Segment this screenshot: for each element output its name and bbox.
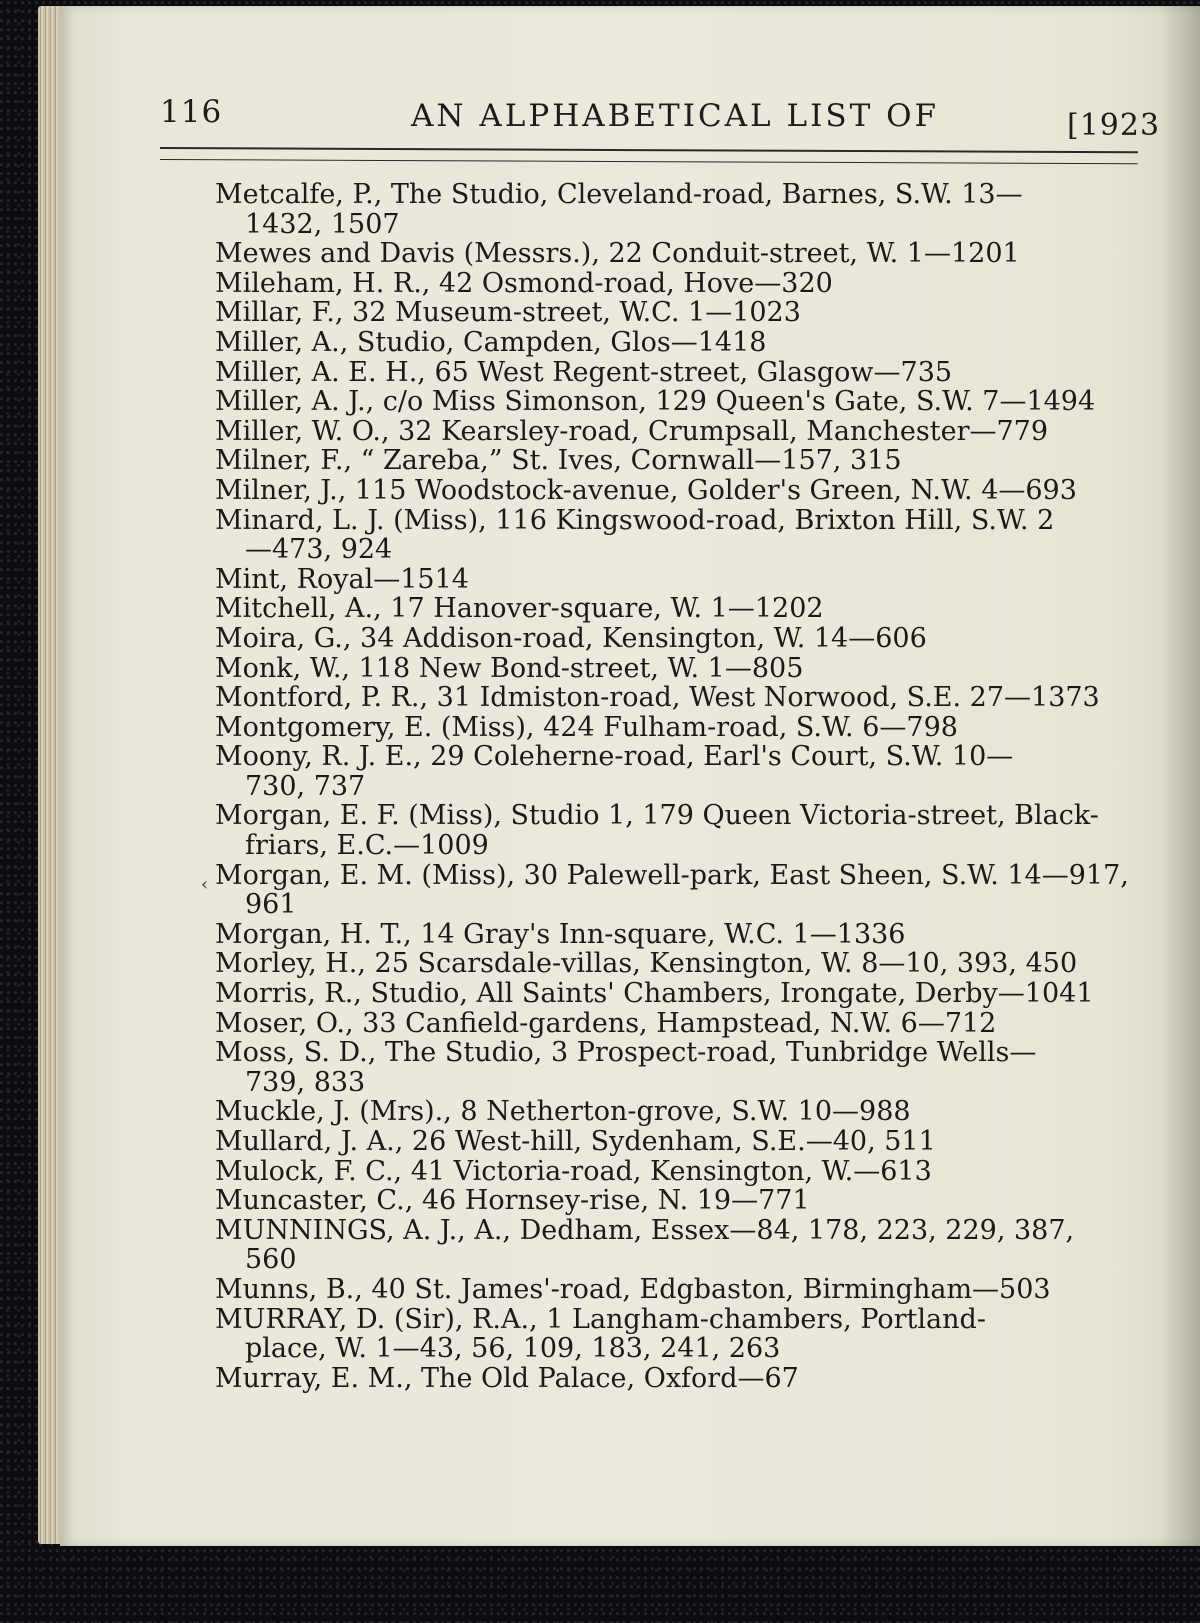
entry-line: place, W. 1—43, 56, 109, 183, 241, 263: [245, 1333, 781, 1364]
page-number: 116: [160, 94, 223, 130]
entry-line: Muncaster, C., 46 Hornsey-rise, N. 19—771: [215, 1186, 810, 1216]
entry-line: Muckle, J. (Mrs)., 8 Netherton-grove, S.W. 10—988: [215, 1097, 911, 1127]
entry-line: Murray, E. M., The Old Palace, Oxford—67: [215, 1363, 799, 1394]
entry-line: Morris, R., Studio, All Saints' Chambers, Irongate, Derby—1041: [215, 979, 1094, 1009]
entry-line: Moss, S. D., The Studio, 3 Prospect-road, Tunbridge Wells—: [215, 1038, 1037, 1069]
entry-line: Mint, Royal—1514: [215, 564, 469, 595]
list-entry: [215, 565, 1155, 595]
entry-line: Monk, W., 118 New Bond-street, W. 1—805: [215, 653, 804, 684]
spine-shadow: [1160, 6, 1200, 1546]
list-entry: [215, 1038, 1155, 1097]
entry-line: 560: [245, 1244, 297, 1275]
entry-line: Miller, W. O., 32 Kearsley-road, Crumpsall, Manchester—779: [215, 416, 1049, 447]
running-title: AN ALPHABETICAL LIST OF: [411, 98, 940, 134]
list-entry: [215, 624, 1155, 654]
entry-list: [215, 180, 1155, 1393]
list-entry: [215, 683, 1155, 713]
list-entry: [215, 1216, 1155, 1275]
entry-line: Morgan, E. F. (Miss), Studio 1, 179 Queen Victoria-street, Black-: [215, 801, 1099, 832]
list-entry: [215, 801, 1155, 860]
entry-line: Millar, F., 32 Museum-street, W.C. 1—1023: [215, 298, 801, 328]
list-entry: [215, 949, 1155, 979]
running-year: [1923: [1067, 108, 1161, 143]
entry-line: Mitchell, A., 17 Hanover-square, W. 1—1202: [215, 594, 824, 624]
list-entry: [215, 861, 1155, 920]
entry-line: 730, 737: [245, 770, 366, 802]
list-entry: [215, 1275, 1155, 1305]
list-entry: [215, 920, 1155, 950]
list-entry: [215, 1127, 1155, 1157]
list-entry: [215, 979, 1155, 1009]
list-entry: [215, 328, 1155, 358]
list-entry: [215, 1157, 1155, 1187]
entry-line: 961: [245, 889, 297, 920]
entry-line: 1432, 1507: [245, 208, 400, 240]
list-entry: [215, 269, 1155, 299]
entry-line: friars, E.C.—1009: [245, 830, 489, 861]
entry-line: Miller, A. E. H., 65 West Regent-street, Glasgow—735: [215, 357, 953, 388]
entry-line: Morgan, E. M. (Miss), 30 Palewell-park, East Sheen, S.W. 14—917,: [215, 860, 1129, 891]
list-entry: [215, 713, 1155, 743]
list-entry: [215, 1009, 1155, 1039]
entry-line: 739, 833: [245, 1066, 366, 1098]
list-entry: [215, 476, 1155, 506]
entry-line: MUNNINGS, A. J., A., Dedham, Essex—84, 178, 223, 229, 387,: [215, 1215, 1075, 1246]
list-entry: [215, 506, 1155, 565]
list-entry: [215, 446, 1155, 476]
entry-line: Montgomery, E. (Miss), 424 Fulham-road, S.W. 6—798: [215, 712, 958, 743]
list-entry: [215, 1186, 1155, 1216]
entry-line: Montford, P. R., 31 Idmiston-road, West Norwood, S.E. 27—1373: [215, 683, 1100, 713]
list-entry: [215, 1305, 1155, 1364]
list-entry: [215, 742, 1155, 801]
list-entry: [215, 594, 1155, 624]
list-entry: [215, 239, 1155, 269]
entry-line: MURRAY, D. (Sir), R.A., 1 Langham-chambers, Portland-: [215, 1304, 986, 1335]
entry-line: Miller, A., Studio, Campden, Glos—1418: [215, 327, 767, 358]
entry-line: Milner, J., 115 Woodstock-avenue, Golder's Green, N.W. 4—693: [215, 475, 1077, 506]
entry-line: Morgan, H. T., 14 Gray's Inn-square, W.C. 1—1336: [215, 919, 906, 950]
list-entry: [215, 1364, 1155, 1394]
entry-line: Moira, G., 34 Addison-road, Kensington, W. 14—606: [215, 623, 927, 654]
entry-line: —473, 924: [245, 534, 393, 565]
list-entry: [215, 654, 1155, 684]
list-entry: [215, 387, 1155, 417]
entry-line: Milner, F., “ Zareba,” St. Ives, Cornwall—157, 315: [215, 446, 902, 476]
entry-line: Metcalfe, P., The Studio, Cleveland-road, Barnes, S.W. 13—: [215, 180, 1023, 210]
entry-line: Mileham, H. R., 42 Osmond-road, Hove—320: [215, 268, 833, 299]
running-head: [160, 94, 1160, 144]
entry-line: Mulock, F. C., 41 Victoria-road, Kensington, W.—613: [215, 1156, 932, 1187]
list-entry: [215, 298, 1155, 328]
list-entry: [215, 417, 1155, 447]
margin-mark: ‹: [201, 874, 209, 895]
entry-line: Moser, O., 33 Canfield-gardens, Hampstead, N.W. 6—712: [215, 1008, 997, 1039]
entry-line: Munns, B., 40 St. James'-road, Edgbaston, Birmingham—503: [215, 1274, 1051, 1305]
list-entry: [215, 1097, 1155, 1127]
list-entry: [215, 180, 1155, 239]
entry-line: Mullard, J. A., 26 West-hill, Sydenham, S.E.—40, 511: [215, 1127, 936, 1157]
entry-line: Moony, R. J. E., 29 Coleherne-road, Earl's Court, S.W. 10—: [215, 742, 1014, 773]
entry-line: Minard, L. J. (Miss), 116 Kingswood-road, Brixton Hill, S.W. 2: [215, 505, 1055, 536]
entry-line: Mewes and Davis (Messrs.), 22 Conduit-street, W. 1—1201: [215, 239, 1020, 269]
entry-line: Morley, H., 25 Scarsdale-villas, Kensington, W. 8—10, 393, 450: [215, 949, 1078, 980]
entry-line: Miller, A. J., c/o Miss Simonson, 129 Queen's Gate, S.W. 7—1494: [215, 387, 1096, 417]
list-entry: [215, 358, 1155, 388]
